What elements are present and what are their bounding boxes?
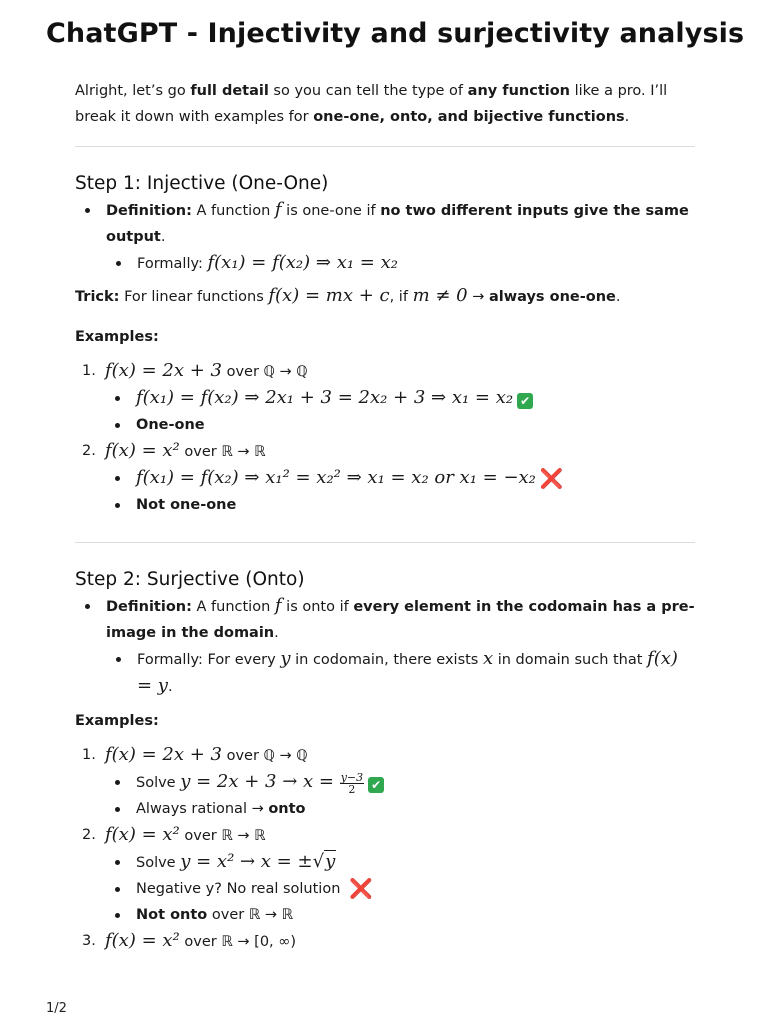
intro-bold: one-one, onto, and bijective functions	[313, 109, 625, 125]
definition-bold: no two different inputs give the same output	[106, 203, 689, 245]
example-2-negative	[105, 876, 695, 902]
fraction-denominator: 2	[348, 783, 356, 796]
step1-trick	[75, 283, 695, 310]
work-math: f(x₁) = f(x₂) ⇒ 2x₁ + 3 = 2x₂ + 3 ⇒ x₁ = x₂	[136, 387, 514, 408]
example-2-details	[105, 849, 695, 928]
example-2-solve	[105, 849, 695, 876]
step1-heading: Step 1: Injective (One-One)	[75, 173, 329, 194]
fraction	[340, 772, 364, 795]
cross-icon: ❌	[349, 878, 373, 900]
trick-text: .	[615, 289, 621, 305]
trick-label: Trick:	[75, 289, 120, 305]
definition-label: Definition:	[106, 203, 192, 219]
result-bold: One-one	[136, 417, 205, 433]
example-1-work	[105, 385, 695, 412]
step2-definition	[75, 593, 695, 700]
step2-heading: Step 2: Surjective (Onto)	[75, 569, 305, 590]
step2-examples	[75, 742, 695, 955]
step2-examples-label	[75, 708, 695, 734]
step1-examples	[75, 358, 695, 518]
square-root	[313, 850, 337, 872]
list-number: 2.	[82, 827, 96, 843]
math-x: x	[482, 648, 494, 669]
formal-math: f(x₁) = f(x₂) ⇒ x₁ = x₂	[207, 252, 398, 273]
work-math: f(x₁) = f(x₂) ⇒ x₁² = x₂² ⇒ x₁ = x₂ or x₁ = −x₂	[136, 467, 536, 488]
example-1-solve	[105, 769, 695, 796]
page-number: 1/2	[46, 1001, 67, 1016]
step1-examples-label	[75, 324, 695, 350]
examples-label: Examples:	[75, 329, 159, 345]
function-math: f(x) = x²	[105, 824, 180, 845]
math-f: f	[274, 199, 282, 220]
example-1-details	[105, 385, 695, 438]
domain-text: over ℚ → ℚ	[221, 364, 308, 380]
example-2-result	[105, 492, 695, 518]
definition-bold: every element in the codomain has a pre-image in the domain	[106, 599, 695, 641]
domain-text: over ℝ → ℝ	[179, 444, 266, 460]
example-1-result	[105, 412, 695, 438]
step2-formal	[106, 646, 695, 700]
definition-text: A function	[191, 599, 275, 615]
sqrt-symbol: √	[312, 851, 325, 872]
definition-text: is onto if	[281, 599, 354, 615]
function-math: f(x) = 2x + 3	[105, 360, 222, 381]
intro-bold: any function	[467, 83, 570, 99]
cross-icon: ❌	[539, 468, 564, 490]
function-math: f(x) = 2x + 3	[105, 744, 222, 765]
step1-formal-list	[106, 250, 695, 277]
intro-text: Alright, let’s go	[75, 83, 191, 99]
intro-paragraph	[75, 78, 695, 130]
list-number: 3.	[82, 933, 96, 949]
intro-text: like a pro. I’ll break it down with examples for	[75, 83, 668, 125]
trick-text: , if	[389, 289, 413, 305]
trick-math: m ≠ 0	[412, 285, 468, 306]
definition-text: .	[274, 625, 279, 641]
example-2	[75, 822, 695, 928]
trick-bold: always one-one	[488, 289, 616, 305]
trick-text: For linear functions	[119, 289, 269, 305]
examples-label: Examples:	[75, 713, 159, 729]
solve-label: Solve	[136, 855, 181, 871]
example-1	[75, 358, 695, 438]
formal-math: f(x) = y	[137, 648, 678, 696]
math-f: f	[274, 595, 282, 616]
intro-bold: full detail	[190, 83, 269, 99]
definition-label: Definition:	[106, 599, 192, 615]
document-body	[75, 78, 695, 955]
list-number: 2.	[82, 443, 96, 459]
example-2-details	[105, 465, 695, 518]
example-3	[75, 928, 695, 955]
definition-text: A function	[191, 203, 275, 219]
step2-definition-list	[75, 593, 695, 700]
note-bold: onto	[268, 801, 306, 817]
page-title: ChatGPT - Injectivity and surjectivity analysis	[46, 18, 745, 49]
check-icon: ✔	[517, 393, 533, 409]
note-text: Always rational →	[136, 801, 269, 817]
divider	[75, 542, 695, 543]
trick-math: f(x) = mx + c	[268, 285, 390, 306]
formal-text: in domain such that	[493, 652, 648, 668]
step1-definition-list	[75, 197, 695, 277]
result-bold: Not one-one	[136, 497, 237, 513]
negative-text: Negative y? No real solution	[136, 881, 346, 897]
formal-text: in codomain, there exists	[290, 652, 483, 668]
math-y: y	[280, 648, 291, 669]
step1-formal	[106, 250, 695, 277]
formal-label: Formally:	[137, 256, 208, 272]
domain-text: over ℝ → [0, ∞)	[179, 934, 297, 950]
example-2-work	[105, 465, 695, 492]
result-text: over ℝ → ℝ	[207, 907, 294, 923]
intro-text: so you can tell the type of	[268, 83, 468, 99]
intro-text: .	[624, 109, 630, 125]
definition-text: .	[160, 229, 166, 245]
solve-math: y = x² → x = ±	[180, 851, 313, 872]
domain-text: over ℝ → ℝ	[179, 828, 266, 844]
check-icon: ✔	[368, 777, 384, 793]
result-bold: Not onto	[136, 907, 208, 923]
solve-math: y = 2x + 3 → x =	[180, 771, 340, 792]
solve-label: Solve	[136, 775, 181, 791]
function-math: f(x) = x²	[105, 440, 180, 461]
example-1-note	[105, 796, 695, 822]
step1-definition	[75, 197, 695, 277]
function-math: f(x) = x²	[105, 930, 180, 951]
formal-text: Formally: For every	[137, 652, 281, 668]
fraction-numerator: y−3	[340, 771, 364, 784]
list-number: 1.	[82, 747, 96, 763]
list-number: 1.	[82, 363, 96, 379]
example-2-result	[105, 902, 695, 928]
arrow: →	[467, 289, 489, 305]
formal-text: .	[167, 679, 173, 695]
step2-formal-list	[106, 646, 695, 700]
example-1-details	[105, 769, 695, 822]
example-2	[75, 438, 695, 518]
sqrt-argument: y	[325, 851, 336, 872]
example-1	[75, 742, 695, 822]
definition-text: is one-one if	[281, 203, 381, 219]
domain-text: over ℚ → ℚ	[221, 748, 308, 764]
divider	[75, 146, 695, 147]
